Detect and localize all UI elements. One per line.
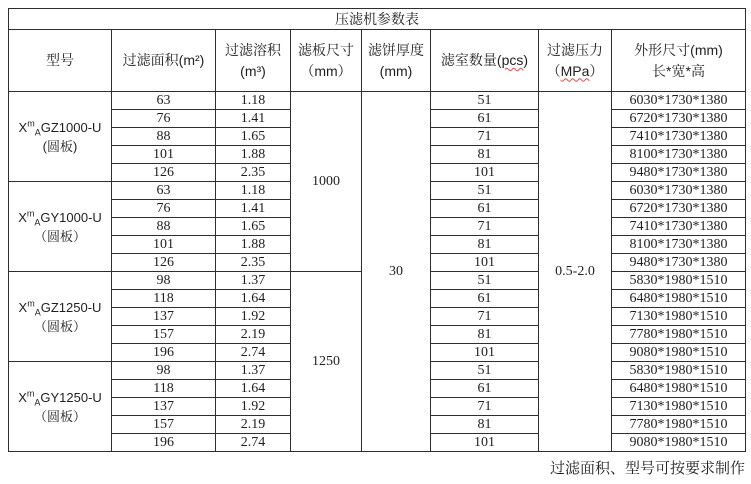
- cell-filter-volume: 1.88: [216, 236, 291, 254]
- cell-dimensions: 6720*1730*1380: [612, 110, 746, 128]
- cell-filter-volume: 2.19: [216, 326, 291, 344]
- cell-dimensions: 9080*1980*1510: [612, 434, 746, 452]
- table-title: 压滤机参数表: [9, 9, 746, 30]
- header-area: 过滤面积(m²): [112, 30, 216, 92]
- header-pressure: 过滤压力 （MPa）: [539, 30, 612, 92]
- cell-filter-volume: 1.37: [216, 362, 291, 380]
- cell-chamber-count: 61: [431, 200, 539, 218]
- cell-filter-area: 88: [112, 128, 216, 146]
- cell-dimensions: 6480*1980*1510: [612, 290, 746, 308]
- cell-filter-area: 137: [112, 308, 216, 326]
- cell-chamber-count: 51: [431, 272, 539, 290]
- header-model: 型号: [9, 30, 112, 92]
- cell-dimensions: 5830*1980*1510: [612, 362, 746, 380]
- cell-chamber-count: 51: [431, 182, 539, 200]
- cell-chamber-count: 61: [431, 110, 539, 128]
- table-body: [9, 92, 746, 452]
- cell-filter-area: 118: [112, 380, 216, 398]
- cell-model: $X^m_AGY1250-U$ （圆板）: [9, 362, 112, 452]
- cell-dimensions: 8100*1730*1380: [612, 146, 746, 164]
- cell-chamber-count: 81: [431, 146, 539, 164]
- header-chambers: 滤室数量(pcs): [431, 30, 539, 92]
- spellcheck-wavy-underline: pcs: [501, 52, 524, 68]
- cell-filter-area: 126: [112, 254, 216, 272]
- cell-dimensions: 7780*1980*1510: [612, 326, 746, 344]
- cell-dimensions: 8100*1730*1380: [612, 236, 746, 254]
- header-dims: 外形尺寸(mm) 长*宽*高: [612, 30, 746, 92]
- cell-model: $X^m_AGZ1250-U$ （圆板）: [9, 272, 112, 362]
- model-subscript: A: [34, 307, 41, 318]
- cell-filter-area: 98: [112, 362, 216, 380]
- parameter-table: [8, 8, 746, 452]
- cell-dimensions: 7130*1980*1510: [612, 398, 746, 416]
- cell-dimensions: 5830*1980*1510: [612, 272, 746, 290]
- cell-dimensions: 9080*1980*1510: [612, 344, 746, 362]
- cell-filter-volume: 1.18: [216, 182, 291, 200]
- footnote: 过滤面积、型号可按要求制作: [549, 460, 745, 477]
- model-superscript: m: [26, 388, 35, 399]
- cell-filter-volume: 2.74: [216, 434, 291, 452]
- cell-filter-volume: 2.35: [216, 254, 291, 272]
- cell-filter-volume: 1.88: [216, 146, 291, 164]
- cell-chamber-count: 81: [431, 236, 539, 254]
- header-plate: 滤板尺寸 （mm）: [291, 30, 362, 92]
- cell-chamber-count: 101: [431, 254, 539, 272]
- cell-chamber-count: 51: [431, 92, 539, 110]
- cell-filter-volume: 1.41: [216, 110, 291, 128]
- cell-chamber-count: 51: [431, 362, 539, 380]
- cell-chamber-count: 101: [431, 164, 539, 182]
- cell-model: $X^m_AGY1000-U$ （圆板）: [9, 182, 112, 272]
- cell-chamber-count: 71: [431, 218, 539, 236]
- cell-chamber-count: 81: [431, 416, 539, 434]
- cell-dimensions: 6030*1730*1380: [612, 182, 746, 200]
- model-superscript: m: [26, 208, 35, 219]
- cell-chamber-count: 71: [431, 308, 539, 326]
- cell-pressure: 0.5-2.0: [539, 92, 612, 452]
- cell-filter-volume: 1.37: [216, 272, 291, 290]
- cell-dimensions: 6480*1980*1510: [612, 380, 746, 398]
- cell-chamber-count: 101: [431, 434, 539, 452]
- cell-filter-area: 101: [112, 146, 216, 164]
- cell-dimensions: 9480*1730*1380: [612, 254, 746, 272]
- cell-dimensions: 7780*1980*1510: [612, 416, 746, 434]
- header-cake: 滤饼厚度 (mm): [362, 30, 431, 92]
- cell-filter-volume: 2.35: [216, 164, 291, 182]
- table-row: [9, 92, 746, 110]
- cell-filter-area: 88: [112, 218, 216, 236]
- model-subscript: A: [34, 397, 41, 408]
- cell-filter-volume: 2.19: [216, 416, 291, 434]
- cell-chamber-count: 61: [431, 380, 539, 398]
- cell-chamber-count: 71: [431, 398, 539, 416]
- header-volume: 过滤溶积 (m³): [216, 30, 291, 92]
- model-subscript: A: [34, 217, 41, 228]
- cell-filter-area: 126: [112, 164, 216, 182]
- cell-filter-area: 137: [112, 398, 216, 416]
- cell-filter-area: 76: [112, 200, 216, 218]
- cell-dimensions: 9480*1730*1380: [612, 164, 746, 182]
- cell-chamber-count: 101: [431, 344, 539, 362]
- cell-dimensions: 7410*1730*1380: [612, 128, 746, 146]
- cell-filter-area: 157: [112, 416, 216, 434]
- model-subscript: A: [34, 127, 41, 138]
- cell-dimensions: 6030*1730*1380: [612, 92, 746, 110]
- cell-filter-area: 63: [112, 92, 216, 110]
- cell-plate-size: 1250: [291, 272, 362, 452]
- model-superscript: m: [27, 118, 35, 129]
- cell-filter-area: 157: [112, 326, 216, 344]
- cell-filter-area: 76: [112, 110, 216, 128]
- cell-filter-volume: 1.41: [216, 200, 291, 218]
- cell-filter-volume: 1.65: [216, 128, 291, 146]
- cell-filter-volume: 1.92: [216, 398, 291, 416]
- cell-chamber-count: 71: [431, 128, 539, 146]
- cell-filter-area: 196: [112, 434, 216, 452]
- table-header-row: [9, 30, 746, 92]
- cell-filter-volume: 1.64: [216, 380, 291, 398]
- cell-filter-area: 118: [112, 290, 216, 308]
- cell-filter-area: 98: [112, 272, 216, 290]
- cell-filter-volume: 1.92: [216, 308, 291, 326]
- cell-plate-size: 1000: [291, 92, 362, 272]
- cell-chamber-count: 81: [431, 326, 539, 344]
- cell-model: $X^m_AGZ1000-U$ (圆板): [9, 92, 112, 182]
- table-title-row: [9, 9, 746, 30]
- cell-filter-area: 101: [112, 236, 216, 254]
- cell-filter-volume: 1.18: [216, 92, 291, 110]
- cell-filter-area: 63: [112, 182, 216, 200]
- cell-dimensions: 7410*1730*1380: [612, 218, 746, 236]
- cell-dimensions: 7130*1980*1510: [612, 308, 746, 326]
- spellcheck-wavy-underline: MPa: [560, 62, 590, 79]
- model-superscript: m: [27, 298, 35, 309]
- cell-filter-volume: 1.64: [216, 290, 291, 308]
- cell-filter-area: 196: [112, 344, 216, 362]
- cell-dimensions: 6720*1730*1380: [612, 200, 746, 218]
- cell-cake-thickness: 30: [362, 92, 431, 452]
- cell-filter-volume: 2.74: [216, 344, 291, 362]
- cell-filter-volume: 1.65: [216, 218, 291, 236]
- cell-chamber-count: 61: [431, 290, 539, 308]
